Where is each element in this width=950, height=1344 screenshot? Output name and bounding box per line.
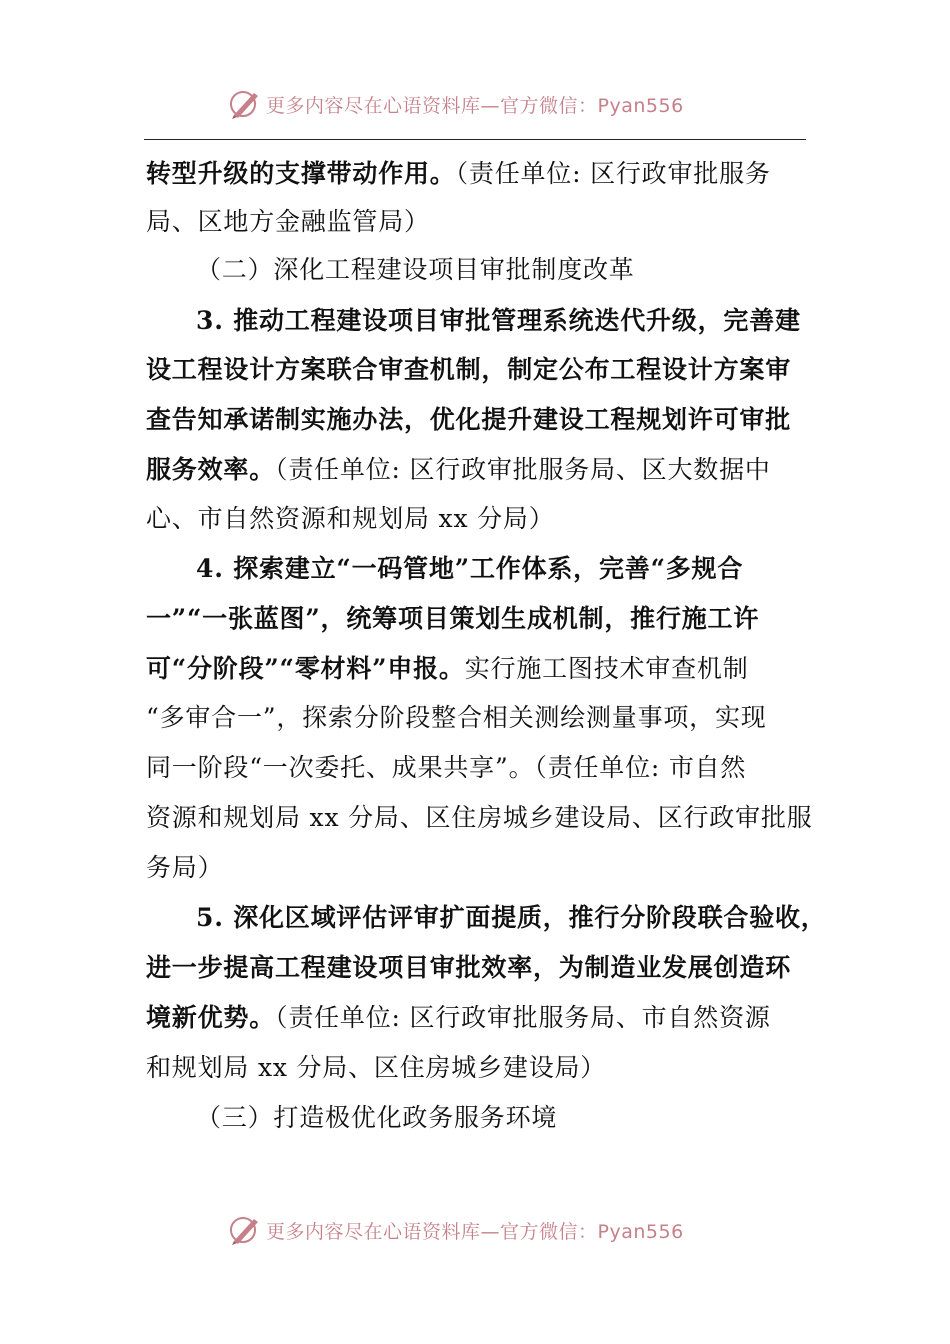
text-line — [146, 651, 749, 687]
text-line — [196, 551, 743, 587]
plain-text: 实行施工图技术审查机制 — [464, 654, 749, 683]
watermark-text: 更多内容尽在心语资料库—官方微信：Pyan556 — [266, 1220, 684, 1243]
bold-text: 进一步提高工程建设项目审批效率，为制造业发展创造环 — [146, 953, 792, 982]
text-line — [196, 303, 801, 339]
text-line — [146, 750, 746, 786]
plain-text: 局、区地方金融监管局） — [146, 207, 430, 236]
plain-text: （责任单位: 区行政审批服务局、区大数据中 — [275, 455, 771, 484]
text-line — [146, 800, 813, 836]
watermark-text: 更多内容尽在心语资料库—官方微信：Pyan556 — [266, 94, 684, 117]
plain-text: 心、市自然资源和规划局 xx 分局） — [146, 504, 555, 533]
pen-logo-icon — [228, 1213, 262, 1247]
bold-text: 服务效率。 — [146, 455, 276, 484]
text-line — [196, 1100, 557, 1136]
text-line — [146, 501, 555, 537]
bold-text: 转型升级的支撑带动作用。 — [146, 159, 456, 188]
text-line — [146, 1000, 771, 1036]
text-line — [146, 850, 223, 886]
text-line — [196, 900, 827, 936]
plain-text: 和规划局 xx 分局、区住房城乡建设局） — [146, 1053, 607, 1082]
text-line — [196, 252, 635, 288]
plain-text: （三）打造极优化政务服务环境 — [196, 1103, 558, 1132]
text-line — [146, 402, 791, 438]
bold-text: 查告知承诺制实施办法，优化提升建设工程规划许可审批 — [146, 405, 792, 434]
bold-text: 4. 探索建立“一码管地”工作体系，完善“多规合 — [196, 554, 744, 583]
plain-text: 务局） — [146, 853, 224, 882]
plain-text: 资源和规划局 xx 分局、区住房城乡建设局、区行政审批服 — [146, 803, 813, 832]
text-line — [146, 156, 771, 192]
text-line — [146, 204, 430, 240]
plain-text: （责任单位: 区行政审批服务局、市自然资源 — [275, 1003, 771, 1032]
bold-text: 一”“一张蓝图”，统筹项目策划生成机制，推行施工许 — [146, 604, 760, 633]
header-divider — [144, 139, 806, 140]
plain-text: “多审合一”，探索分阶段整合相关测绘测量事项，实现 — [146, 703, 767, 732]
text-line — [146, 452, 771, 488]
text-line — [146, 950, 791, 986]
watermark-header — [228, 84, 684, 124]
bold-text: 3. 推动工程建设项目审批管理系统迭代升级，完善建 — [196, 306, 801, 335]
bold-text: 设工程设计方案联合审查机制，制定公布工程设计方案审 — [146, 355, 792, 384]
plain-text: 同一阶段“一次委托、成果共享”。（责任单位: 市自然 — [146, 753, 747, 782]
text-line — [146, 1050, 606, 1086]
text-line — [146, 700, 767, 736]
bold-text: 可“分阶段”“零材料”申报。 — [146, 654, 465, 683]
plain-text: （责任单位: 区行政审批服务 — [455, 159, 771, 188]
text-line — [146, 601, 759, 637]
bold-text: 5. 深化区域评估评审扩面提质，推行分阶段联合验收， — [196, 903, 827, 932]
pen-logo-icon — [228, 87, 262, 121]
plain-text: （二）深化工程建设项目审批制度改革 — [196, 255, 635, 284]
text-line — [146, 352, 791, 388]
watermark-footer — [228, 1210, 684, 1250]
bold-text: 境新优势。 — [146, 1003, 276, 1032]
